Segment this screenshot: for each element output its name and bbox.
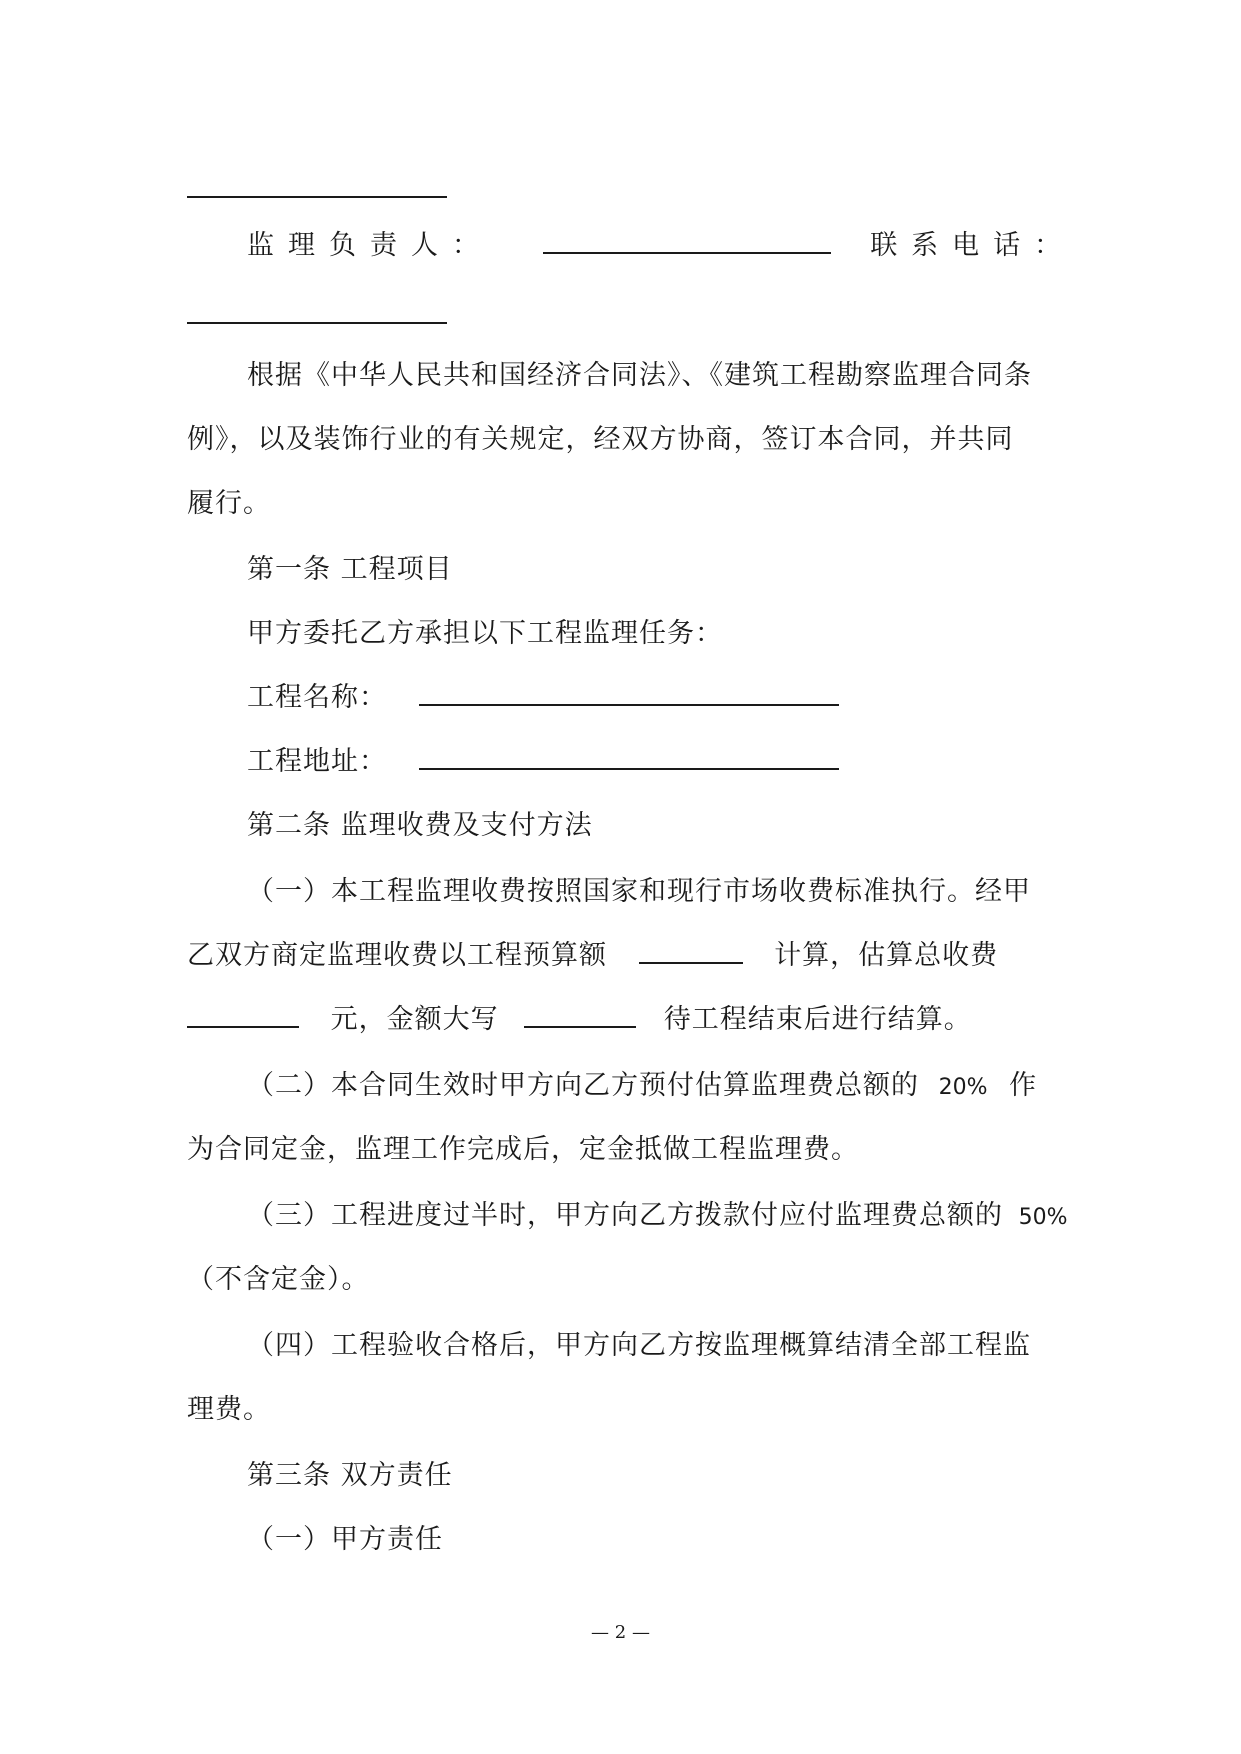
budget-text: 乙双方商定监理收费以工程预算额 xyxy=(187,940,607,971)
clause2-percent: 20% xyxy=(938,1075,988,1100)
clause2-text-a: （二）本合同生效时甲方向乙方预付估算监理费总额的 xyxy=(247,1070,919,1101)
budget-blank[interactable] xyxy=(639,940,743,964)
project-name-line xyxy=(247,678,839,718)
settlement-text: 待工程结束后进行结算。 xyxy=(663,1004,972,1035)
project-address-line xyxy=(247,742,839,782)
phone-label: 联系电话： xyxy=(870,230,1076,261)
article3-heading: 第三条 双方责任 xyxy=(247,1460,453,1491)
total-fee-blank[interactable] xyxy=(187,1004,299,1028)
preamble-line-1: 根据《中华人民共和国经济合同法》、《建筑工程勘察监理合同条 xyxy=(247,360,1032,391)
clause1-line-3 xyxy=(187,1000,972,1040)
preamble-line-2: 例》，以及装饰行业的有关规定，经双方协商，签订本合同，并共同 xyxy=(187,424,1014,455)
clause3-line-2: （不含定金）。 xyxy=(187,1264,370,1295)
amount-words-text: 元，金额大写 xyxy=(330,1004,499,1035)
project-address-label: 工程地址： xyxy=(247,746,387,777)
supervisor-line xyxy=(247,226,1075,266)
phone-blank-line[interactable] xyxy=(187,322,447,324)
preamble-line-3: 履行。 xyxy=(187,488,271,519)
supervisor-label: 监理负责人： xyxy=(247,230,493,261)
clause3-text-a: （三）工程进度过半时，甲方向乙方拨款付应付监理费总额的 xyxy=(247,1200,1003,1231)
supervisor-blank[interactable] xyxy=(543,230,831,254)
clause3-percent: 50% xyxy=(1018,1205,1068,1230)
article2-heading: 第二条 监理收费及支付方法 xyxy=(247,810,593,841)
project-address-blank[interactable] xyxy=(419,746,839,770)
clause4-line-1: （四）工程验收合格后，甲方向乙方按监理概算结清全部工程监 xyxy=(247,1330,1031,1361)
clause2-line-2: 为合同定金，监理工作完成后，定金抵做工程监理费。 xyxy=(187,1134,859,1165)
signature-line xyxy=(187,196,447,198)
article1-intro: 甲方委托乙方承担以下工程监理任务： xyxy=(247,618,723,649)
clause3-line-1 xyxy=(247,1196,1068,1238)
project-name-label: 工程名称： xyxy=(247,682,387,713)
article3-sub1: （一）甲方责任 xyxy=(247,1524,443,1555)
clause1-line-2 xyxy=(187,936,998,976)
estimate-text: 计算，估算总收费 xyxy=(774,940,999,971)
clause2-line-1 xyxy=(247,1066,1037,1108)
page-number: — 2 — xyxy=(591,1622,650,1643)
clause1-line-1: （一）本工程监理收费按照国家和现行市场收费标准执行。经甲 xyxy=(247,876,1031,907)
project-name-blank[interactable] xyxy=(419,682,839,706)
article1-heading: 第一条 工程项目 xyxy=(247,554,453,585)
amount-words-blank[interactable] xyxy=(524,1004,636,1028)
clause4-line-2: 理费。 xyxy=(187,1394,271,1425)
clause2-text-b: 作 xyxy=(1009,1070,1038,1101)
